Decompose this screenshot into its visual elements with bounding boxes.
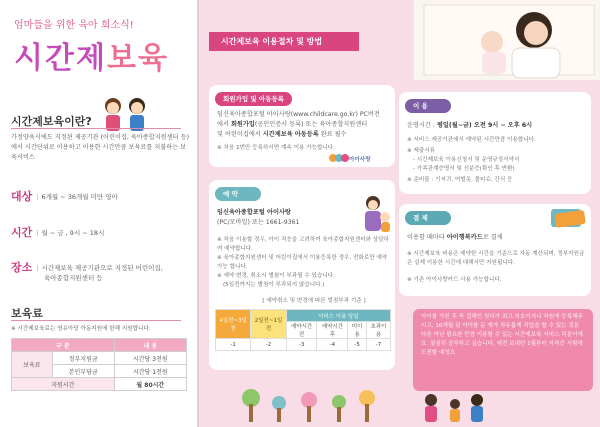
- table-header: 구 분: [12, 339, 115, 352]
- pay-pill: 결 제: [405, 211, 451, 225]
- register-text-2c: (공인인증서 등록) 또는 육아종합지원센터: [254, 121, 368, 128]
- place-text-2: 육아종합지원센터 등: [44, 274, 103, 282]
- pay-text: [407, 233, 589, 243]
- register-text: [217, 110, 395, 140]
- use-sub-1: - 시간제보육 이용신청서 및 운영규정서약서: [413, 157, 520, 163]
- table-row: [12, 378, 187, 391]
- table-cell: 시간당 1천원: [114, 365, 186, 378]
- register-text-3a: 및 어린이집에서: [217, 131, 261, 138]
- penalty-caption: [ 예약취소 및 변경에 따른 벌점부과 기준 ]: [262, 298, 366, 304]
- table-cell: 예약시간 후: [317, 322, 348, 339]
- register-note: ※ 처음 1번만 등록하시면 계속 이용 가능합니다.: [217, 145, 335, 151]
- use-hours-label: 운영시간 :: [407, 122, 435, 129]
- table-cell: 지원시간: [12, 378, 115, 391]
- pay-note-1: ※ 시간제보육 비용은 예약한 시간을 기준으로 자동 계산되며, 정부지원금은 실제 이용한 시간에 대해서만 지원됩니다.: [407, 251, 585, 266]
- reserve-line-1: 임신육아종합포털 아이사랑: [217, 209, 291, 216]
- pay-text-c: 로 결제: [482, 234, 503, 241]
- table-cell: -5: [348, 339, 367, 351]
- table-cell: -1: [216, 339, 251, 351]
- table-cell: 월 80시간: [114, 378, 186, 391]
- testimonial-text: 아이를 가진 후 꼭 걸해인 첫다가 최고 의호이지니 차원에 등록해주시고, 10개월 된 아이를 둔 재가 자유롭게 작업을 할 수 있는 것은 다음 아닌 필요한 만큼 이용할 수 있는 시간제보육 서비스 덕분이에요. 열심히 공부하고 싶습니다, 예전 보내던 1월부터 자격증 시험에 도전할 예정요.: [421, 314, 583, 356]
- table-cell: -2: [251, 339, 286, 351]
- table-cell: 미이용: [348, 322, 367, 339]
- reserve-note-2: ※ 육아종합지원센터 및 어린이집에서 이용등록한 경우, 전화로만 예약 가능 합니다.: [217, 255, 388, 270]
- place-label: 장소: [11, 261, 33, 274]
- time-text: 월 ~ 금 , 9시 ~ 18시: [41, 229, 105, 237]
- pay-text-b: 아이행복카드: [446, 234, 483, 241]
- right-panel: [199, 0, 600, 427]
- target-row: 대상 | 6개월 ~ 36개월 미만 영아: [11, 190, 118, 203]
- reserve-line-2: (PC/모바일) 또는 1661-9361: [217, 219, 300, 226]
- left-panel: [0, 0, 197, 427]
- fee-heading: 보육료: [11, 307, 43, 320]
- place-row: 장소 | 시간제보육 제공기관으로 지정된 어린이집, 육아종합지원센터 등: [11, 263, 191, 283]
- aisarang-logo-icon: [329, 152, 349, 164]
- table-cell: 시간당 3천원: [114, 352, 186, 365]
- table-cell: 보육료: [12, 352, 53, 378]
- time-label: 시간: [11, 226, 33, 239]
- table-cell: -4: [317, 339, 348, 351]
- fee-note: ※ 시간제보육료는 영유아당 아동지원에 한해 지원합니다.: [11, 326, 151, 332]
- table-cell: -7: [367, 339, 391, 351]
- register-text-3c: 완료 필수: [320, 131, 347, 138]
- table-cell: 초과이용: [367, 322, 391, 339]
- pay-text-a: 이용함 때마다: [407, 234, 445, 241]
- table-header: 내 용: [114, 339, 186, 352]
- table-row: [12, 339, 187, 352]
- penalty-table: [215, 309, 391, 351]
- pay-note-2: ※ 기존 아이사랑카드 사용 가능합니다.: [407, 277, 502, 283]
- table-row: [12, 352, 187, 365]
- family-illustration: [415, 392, 515, 424]
- register-pill: 회원가입 및 아동등록: [215, 92, 292, 106]
- table-cell: 본인부담금: [52, 365, 114, 378]
- reserve-note-1: ※ 처음 이용할 경우, 아이 적응을 고려하여 육아종합지원센터와 상담하여 예약합니다.: [217, 237, 389, 252]
- place-text: 시간제보육 제공기관으로 지정된 어린이집,: [41, 264, 163, 272]
- table-cell: 서비스 이용 당일: [286, 310, 390, 322]
- what-text: 가정양육시에도 지정된 제공기관 (어린이집, 육아종합지원센터 등)에서 시간단위로 이용하고 이용한 시간만큼 보육료를 지불하는 보육서비스: [11, 134, 190, 161]
- title-part2: 보육: [106, 41, 169, 76]
- time-row: 시간 | 월 ~ 금 , 9시 ~ 18시: [11, 226, 105, 239]
- table-row: [216, 310, 391, 322]
- divider: [11, 128, 181, 129]
- use-sub-2: - 가족관계증명서 및 신분증(확인 후 반환): [413, 166, 515, 172]
- table-cell: 정부지원금: [52, 352, 114, 365]
- reserve-text: [217, 208, 357, 228]
- divider: [11, 320, 181, 321]
- fee-table: [11, 338, 187, 391]
- use-pill: 이 용: [405, 99, 451, 113]
- testimonial-box: [413, 309, 593, 391]
- table-row: [216, 339, 391, 351]
- reserve-note-3: ※ 예약 변경, 취소시 별첨이 부과될 수 있습니다.: [217, 273, 335, 279]
- page-title: [14, 33, 169, 77]
- register-line-1: 임신육아종합포털 아이사랑(www.childcare.go.kr) PC버전: [217, 111, 380, 118]
- table-cell: 예약시간 전: [286, 322, 317, 339]
- use-note-1: ※ 서비스 제공기관에서 예약된 시간만큼 이용합니다.: [407, 137, 536, 143]
- what-heading: 시간제보육이란?: [11, 115, 92, 128]
- target-text: 6개월 ~ 36개월 미만 영아: [41, 193, 118, 201]
- register-line-2: [217, 120, 395, 130]
- target-label: 대상: [11, 190, 33, 203]
- children-illustration: [95, 96, 157, 136]
- mother-baby-photo: [414, 0, 600, 80]
- use-hours-value: 평일(월~금) 오전 9시 ~ 오후 6시: [436, 122, 533, 129]
- procedure-banner: 시간제보육 이용절차 및 방법: [209, 32, 359, 51]
- register-text-3b: 시간제보육 아동등록: [262, 131, 319, 138]
- aisarang-logo-text: 아이사랑: [349, 157, 371, 163]
- tree-decoration: [239, 378, 379, 424]
- use-note-2: ※ 제출서류: [407, 148, 436, 154]
- table-cell: 4일전~3일전: [216, 310, 251, 339]
- card-illustration: [549, 206, 589, 228]
- title-part1: 시간제: [14, 41, 107, 76]
- mother-child-illustration: [359, 195, 391, 233]
- register-text-2a: 에서: [217, 121, 229, 128]
- use-note-3: ※ 준비물 : 기저귀, 여벌옷, 물티슈, 간식 등: [407, 177, 513, 183]
- table-cell: -3: [286, 339, 317, 351]
- reserve-pill: 예 약: [215, 187, 261, 201]
- tagline: 엄마들을 위한 육아 희소식!: [14, 20, 134, 31]
- reserve-note-4: (5일전까지는 별첨이 부과되지 않습니다.): [223, 282, 325, 288]
- register-line-3: [217, 130, 395, 140]
- table-cell: 2일전~1일전: [251, 310, 286, 339]
- use-hours: [407, 121, 589, 131]
- register-text-2b: 회원가입: [230, 121, 255, 128]
